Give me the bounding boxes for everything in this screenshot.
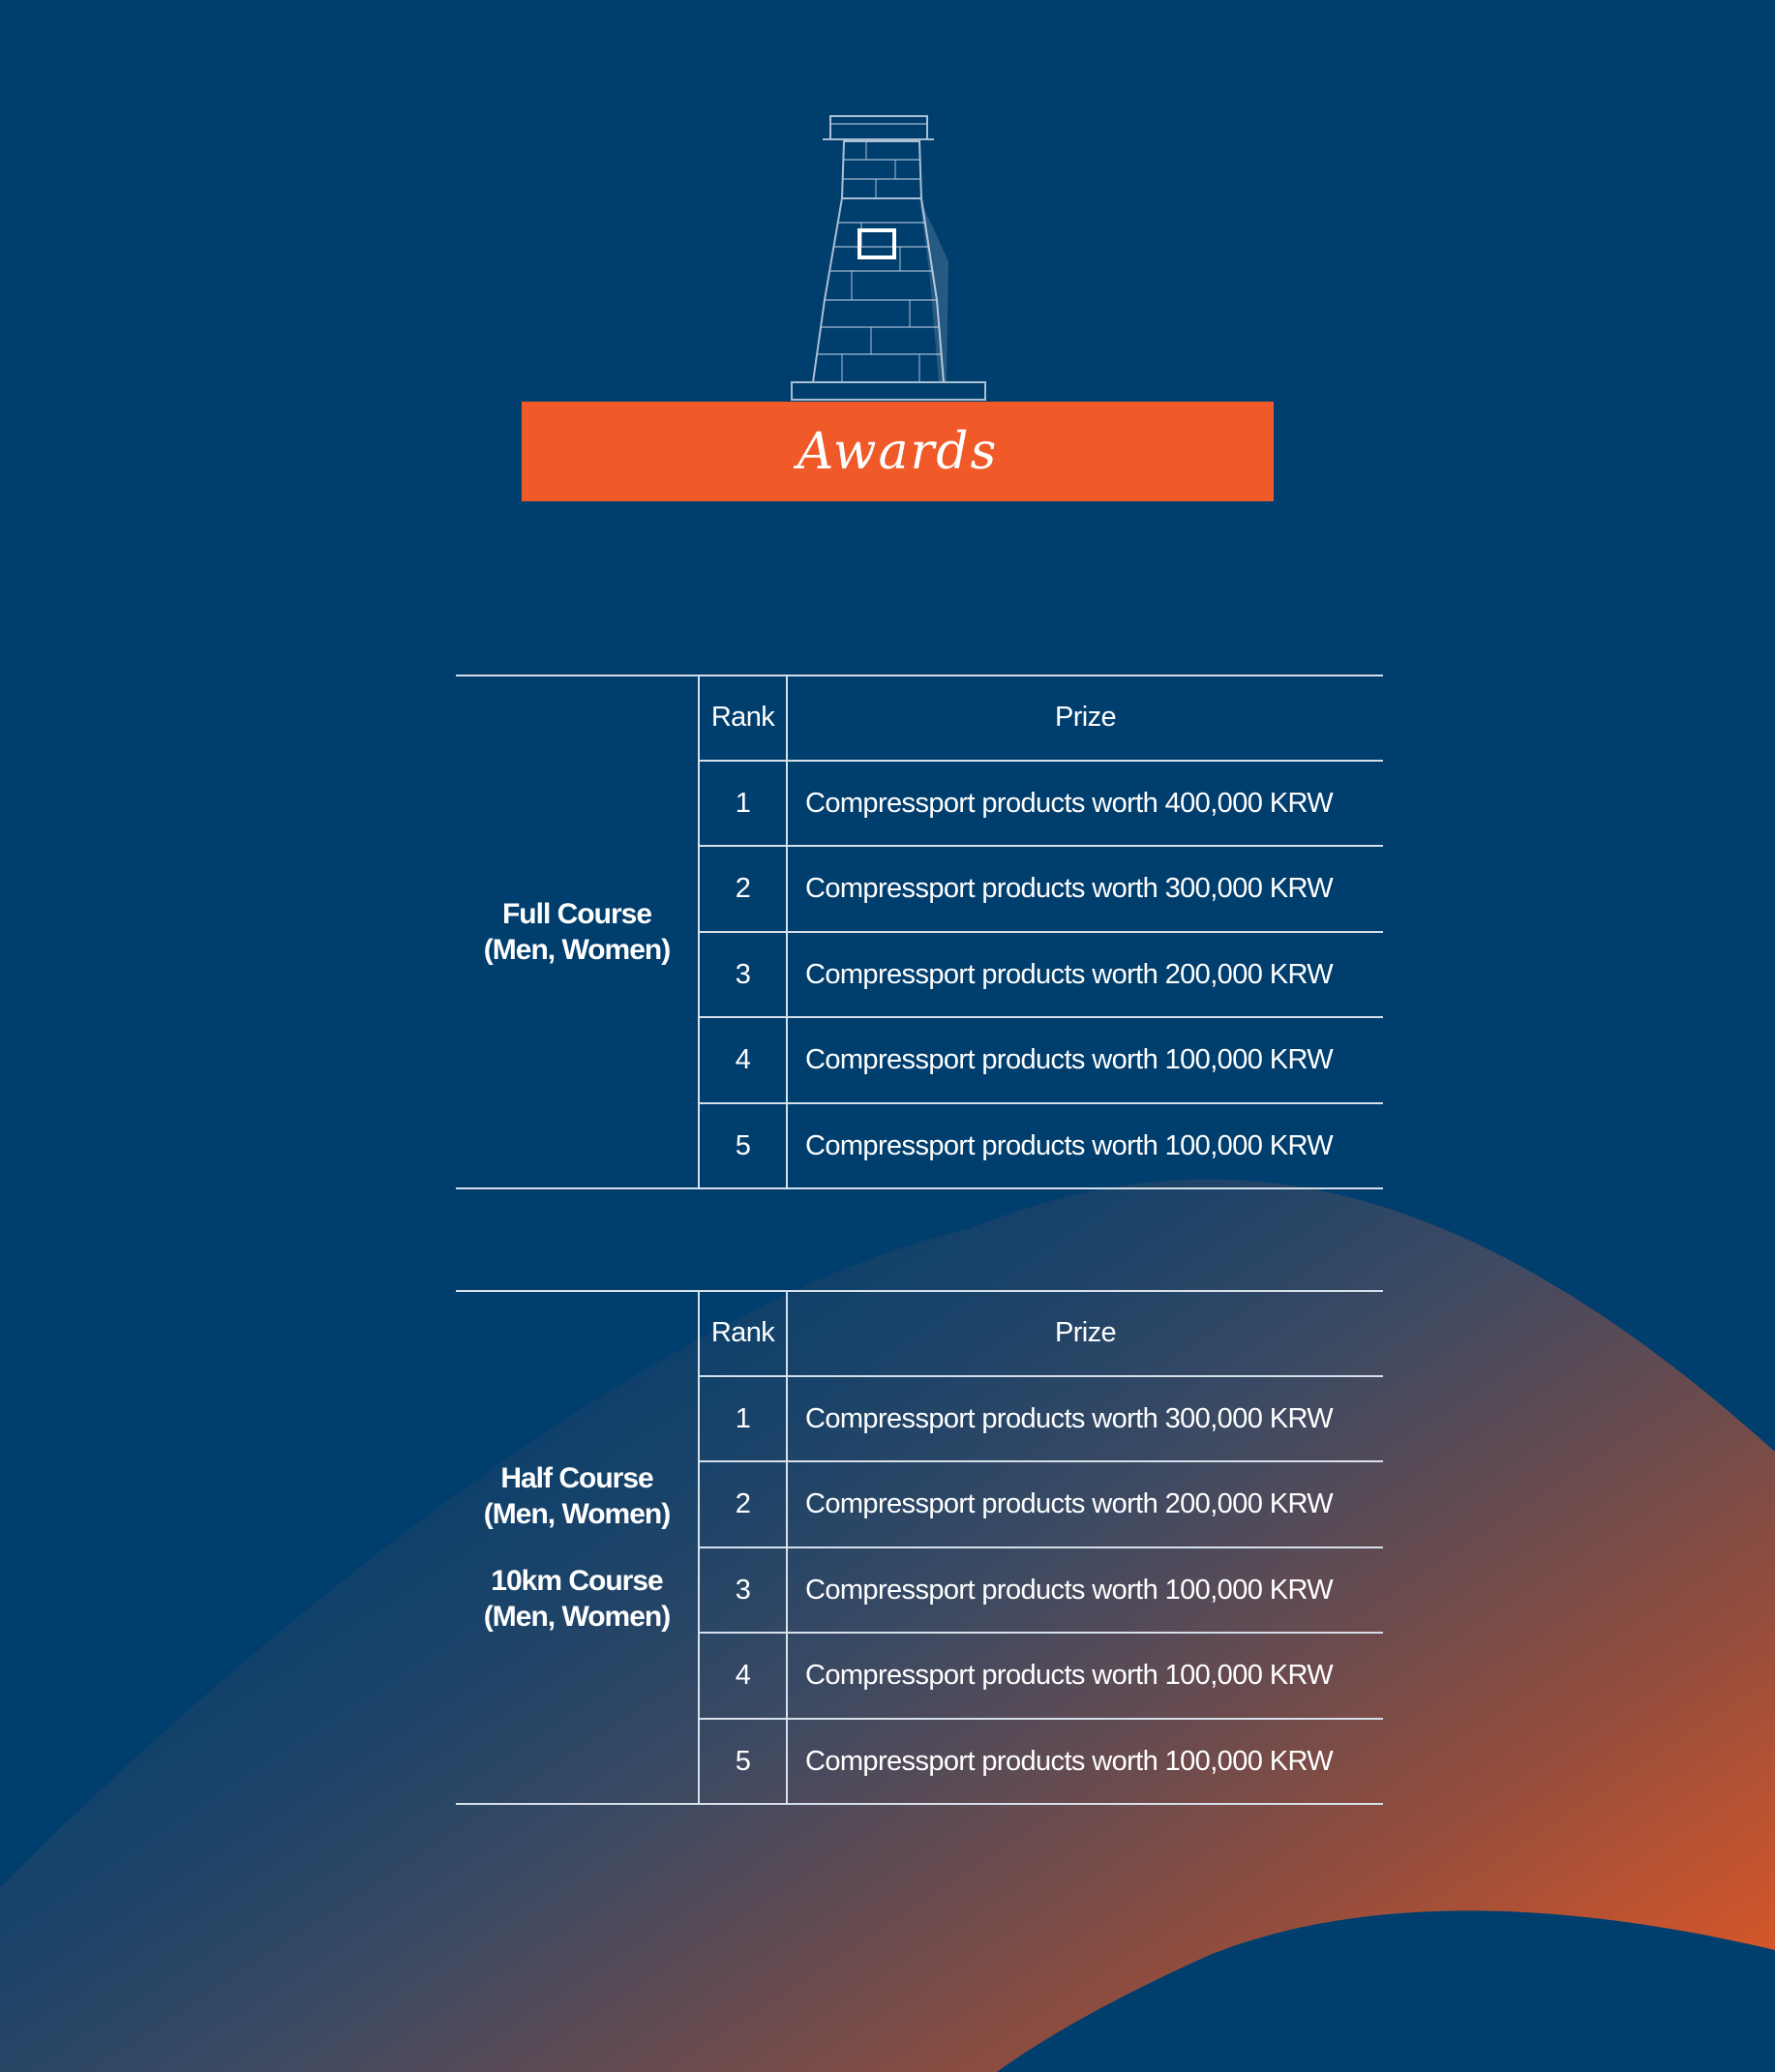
course-label [456, 675, 698, 1189]
prize-cell: Compressport products worth 100,000 KRW [805, 1574, 1334, 1606]
prize-cell: Compressport products worth 400,000 KRW [805, 787, 1334, 819]
half-10km-course-awards-table [456, 1290, 1383, 1805]
full-course-awards-table [456, 675, 1383, 1189]
course-category: (Men, Women) [483, 1498, 671, 1530]
course-name: Full Course [501, 898, 651, 930]
rank-header: Rank [710, 1316, 775, 1348]
prize-cell: Compressport products worth 200,000 KRW [805, 958, 1334, 990]
rank-cell: 3 [735, 1574, 751, 1606]
course-category: (Men, Women) [483, 1601, 671, 1633]
rank-cell: 5 [735, 1129, 751, 1161]
prize-cell: Compressport products worth 300,000 KRW [805, 873, 1334, 904]
course-name: Half Course [500, 1462, 653, 1494]
rank-cell: 1 [735, 1402, 751, 1434]
rank-header: Rank [710, 701, 775, 733]
prize-cell: Compressport products worth 200,000 KRW [805, 1488, 1334, 1519]
prize-header: Prize [1054, 1316, 1117, 1348]
prize-cell: Compressport products worth 100,000 KRW [805, 1660, 1334, 1691]
rank-cell: 2 [735, 873, 751, 904]
lighthouse-tower-illustration [784, 106, 1016, 406]
page-title: Awards [797, 422, 999, 481]
rank-cell: 4 [735, 1044, 751, 1075]
awards-banner [522, 402, 1274, 501]
course-name: 10km Course [491, 1565, 663, 1597]
rank-cell: 1 [735, 787, 751, 819]
prize-cell: Compressport products worth 100,000 KRW [805, 1129, 1334, 1161]
course-label [456, 1290, 698, 1805]
rank-cell: 2 [735, 1488, 751, 1519]
prize-cell: Compressport products worth 100,000 KRW [805, 1745, 1334, 1777]
prize-cell: Compressport products worth 100,000 KRW [805, 1044, 1334, 1075]
rank-cell: 3 [735, 958, 751, 990]
prize-cell: Compressport products worth 300,000 KRW [805, 1402, 1334, 1434]
rank-cell: 4 [735, 1660, 751, 1691]
prize-header: Prize [1054, 701, 1117, 733]
course-category: (Men, Women) [483, 934, 671, 966]
rank-cell: 5 [735, 1745, 751, 1777]
